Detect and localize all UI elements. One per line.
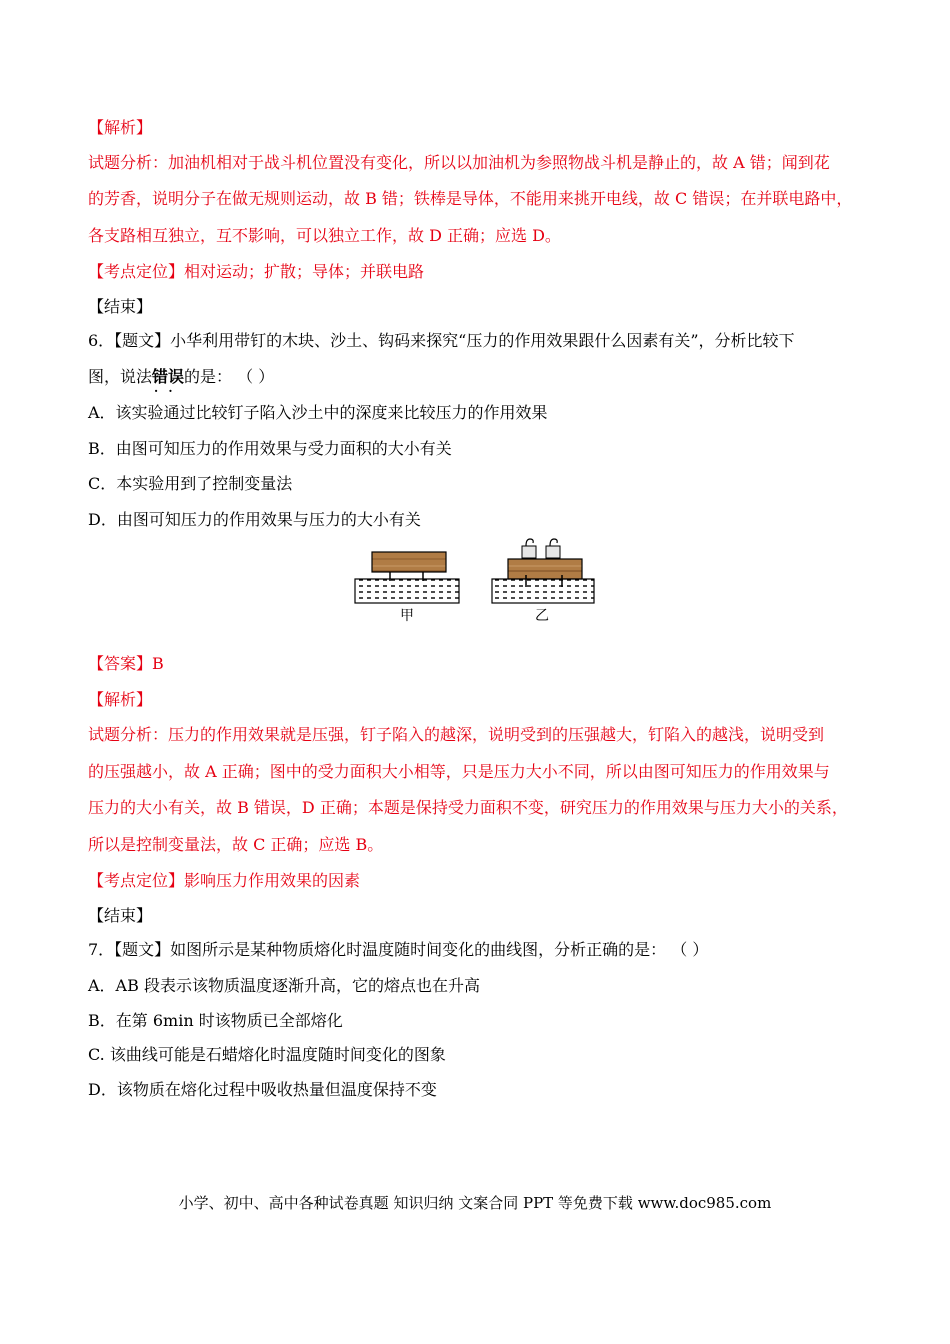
analysis-line: 各支路相互独立，互不影响，可以独立工作，故 D 正确；应选 D。 bbox=[88, 226, 561, 245]
keypoint: 【考点定位】相对运动；扩散；导体；并联电路 bbox=[88, 262, 425, 281]
q7-option-a: A．AB 段表示该物质温度逐渐升高，它的熔点也在升高 bbox=[88, 976, 480, 995]
q6-option-b: B．由图可知压力的作用效果与受力面积的大小有关 bbox=[88, 439, 452, 458]
q6-option-d: D．由图可知压力的作用效果与压力的大小有关 bbox=[88, 510, 421, 529]
q6-option-c: C．本实验用到了控制变量法 bbox=[88, 474, 293, 493]
figure-label-jia: 甲 bbox=[400, 608, 414, 624]
weight-icon bbox=[522, 546, 536, 558]
weight-hook-icon bbox=[550, 539, 557, 546]
q6-keypoint: 【考点定位】影响压力作用效果的因素 bbox=[88, 871, 361, 890]
analysis-line: 所以是控制变量法，故 C 正确；应选 B。 bbox=[88, 835, 384, 854]
q6-answer: 【答案】B bbox=[88, 654, 164, 673]
wood-block-icon bbox=[372, 552, 446, 572]
q6-analysis-header: 【解析】 bbox=[88, 690, 153, 709]
analysis-line: 试题分析：压力的作用效果就是压强，钉子陷入的越深，说明受到的压强越大，钉陷入的越浅，说明受到 bbox=[88, 725, 825, 744]
wood-block-icon bbox=[508, 559, 582, 579]
setup-yi bbox=[492, 539, 594, 624]
end-marker: 【结束】 bbox=[88, 906, 153, 925]
figure-label-yi: 乙 bbox=[535, 608, 549, 624]
q6-stem-line1: 6．【题文】小华利用带钉的木块、沙土、钩码来探究“压力的作用效果跟什么因素有关”，分析比较下 bbox=[88, 331, 795, 350]
analysis-line: 的压强越小，故 A 正确；图中的受力面积大小相等，只是压力大小不同，所以由图可知压力的作用效果与 bbox=[88, 762, 830, 781]
weight-icon bbox=[546, 546, 560, 558]
q6-stem-emphasis: 错误 · · bbox=[152, 367, 184, 386]
weight-hook-icon bbox=[526, 539, 533, 546]
q7-option-b: B．在第 6min 时该物质已全部熔化 bbox=[88, 1011, 343, 1030]
page-footer: 小学、初中、高中各种试卷真题 知识归纳 文案合同 PPT 等免费下载 www.doc985.com bbox=[178, 1194, 772, 1212]
q6-option-a: A．该实验通过比较钉子陷入沙土中的深度来比较压力的作用效果 bbox=[88, 403, 548, 422]
q6-stem-post: 的是： （ ） bbox=[184, 367, 275, 386]
pressure-experiment-figure bbox=[350, 535, 610, 630]
analysis-line: 压力的大小有关，故 B 错误，D 正确；本题是保持受力面积不变，研究压力的作用效果与压力大小的关系， bbox=[88, 798, 848, 817]
q7-option-c: C. 该曲线可能是石蜡熔化时温度随时间变化的图象 bbox=[88, 1045, 446, 1064]
analysis-line: 的芳香，说明分子在做无规则运动，故 B 错；铁棒是导体，不能用来挑开电线，故 C 错误；在并联电路中， bbox=[88, 189, 853, 208]
end-marker: 【结束】 bbox=[88, 297, 153, 316]
analysis-header: 【解析】 bbox=[88, 118, 153, 137]
sand-box-icon bbox=[355, 579, 459, 603]
q6-stem-line2 bbox=[88, 367, 274, 387]
q6-stem-pre: 图，说法 bbox=[88, 367, 153, 386]
setup-jia bbox=[355, 552, 459, 624]
q7-option-d: D．该物质在熔化过程中吸收热量但温度保持不变 bbox=[88, 1080, 437, 1099]
analysis-line: 试题分析：加油机相对于战斗机位置没有变化，所以以加油机为参照物战斗机是静止的，故 A 错；闻到花 bbox=[88, 153, 830, 172]
sand-box-icon bbox=[492, 579, 594, 603]
q7-stem: 7．【题文】如图所示是某种物质熔化时温度随时间变化的曲线图，分析正确的是： （ ） bbox=[88, 940, 709, 959]
